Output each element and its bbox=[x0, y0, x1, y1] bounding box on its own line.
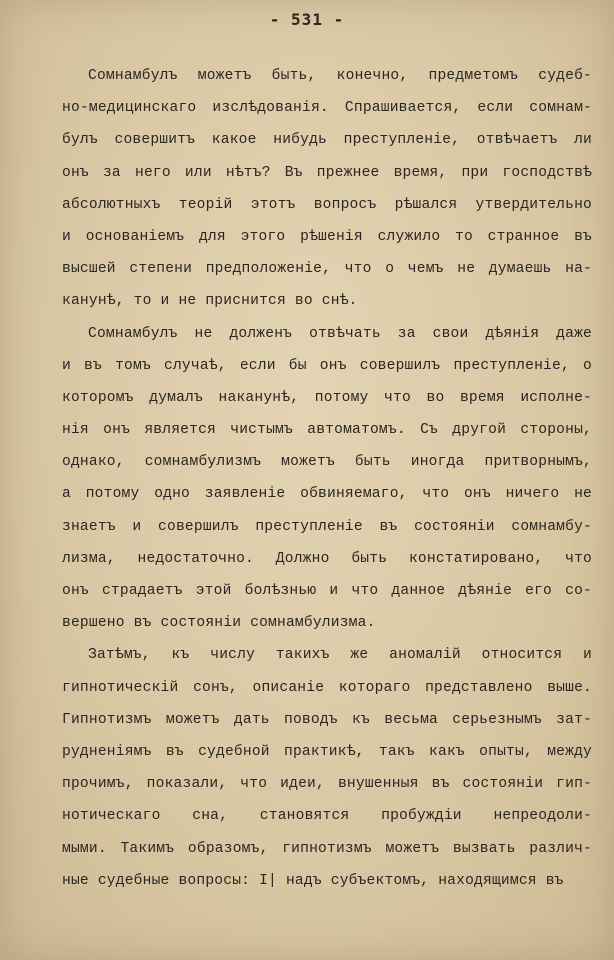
text-line: абсолютныхъ теорій этотъ вопросъ рѣшался утвердительно bbox=[62, 196, 592, 213]
body-text bbox=[62, 60, 592, 897]
text-line: вершено въ состояніи сомнамбулизма. bbox=[62, 615, 376, 632]
text-line: канунѣ, то и не приснится во снѣ. bbox=[62, 293, 358, 310]
text-line: Сомнамбулъ не долженъ отвѣчать за свои дѣянія даже bbox=[88, 325, 592, 342]
text-line: Затѣмъ, къ числу такихъ же аномалій относится и bbox=[88, 647, 592, 664]
paragraph-3 bbox=[62, 639, 592, 897]
text-line: лизма, недостаточно. Должно быть констатировано, что bbox=[62, 550, 592, 567]
text-line: онъ страдаетъ этой болѣзнью и что данное дѣяніе его со- bbox=[62, 583, 592, 599]
text-line: и основаніемъ для этого рѣшенія служило то странное въ bbox=[62, 228, 592, 245]
text-line: Гипнотизмъ можетъ дать поводъ къ весьма серьезнымъ зат- bbox=[62, 711, 592, 728]
text-line: онъ за него или нѣтъ? Въ прежнее время, при господствѣ bbox=[62, 164, 592, 181]
text-line: нія онъ является чистымъ автоматомъ. Съ другой стороны, bbox=[62, 422, 592, 439]
text-line: булъ совершитъ какое нибудь преступленіе, отвѣчаетъ ли bbox=[62, 132, 592, 149]
text-line: которомъ думалъ наканунѣ, потому что во время исполне- bbox=[62, 389, 592, 406]
text-line: а потому одно заявленіе обвиняемаго, что онъ ничего не bbox=[62, 486, 592, 503]
text-line: Сомнамбулъ можетъ быть, конечно, предметомъ судеб- bbox=[88, 68, 592, 84]
text-line: знаетъ и совершилъ преступленіе въ состояніи сомнамбу- bbox=[62, 518, 592, 535]
text-line: мыми. Такимъ образомъ, гипнотизмъ можетъ вызвать различ- bbox=[62, 840, 592, 857]
text-line: нотическаго сна, становятся пробуждіи непреодоли- bbox=[62, 808, 592, 825]
text-line: ные судебные вопросы: I| надъ субъектомъ, находящимся въ bbox=[62, 872, 564, 889]
text-line: и въ томъ случаѣ, если бы онъ совершилъ преступленіе, о bbox=[62, 357, 592, 374]
paragraph-1 bbox=[62, 60, 592, 318]
text-line: рудненіямъ въ судебной практикѣ, такъ какъ опыты, между bbox=[62, 743, 592, 760]
paragraph-2 bbox=[62, 318, 592, 640]
text-line: однако, сомнамбулизмъ можетъ быть иногда притворнымъ, bbox=[62, 454, 592, 471]
text-line: высшей степени предположеніе, что о чемъ не думаешь на- bbox=[62, 261, 592, 278]
page-number: - 531 - bbox=[269, 10, 345, 29]
text-line: но-медицинскаго изслѣдованія. Спрашивается, если сомнам- bbox=[62, 100, 592, 117]
text-line: гипнотическій сонъ, описаніе котораго представлено выше. bbox=[62, 679, 592, 696]
text-line: прочимъ, показали, что идеи, внушенныя въ состояніи гип- bbox=[62, 776, 592, 793]
